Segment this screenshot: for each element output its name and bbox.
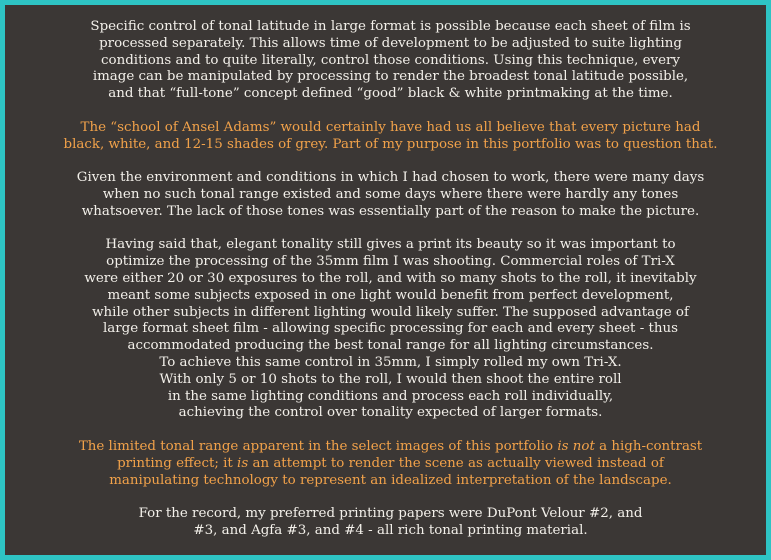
text-line: meant some subjects exposed in one light would benefit from perfect development,: [107, 287, 674, 303]
text-line: manipulating technology to represent an idealized interpretation of the landscape.: [109, 472, 672, 488]
text-line: Having said that, elegant tonality still gives a print its beauty so it was important to: [105, 237, 676, 253]
article-text: [10, 19, 771, 557]
text-line: Given the environment and conditions in which I had chosen to work, there were many days: [76, 170, 705, 186]
text-line: With only 5 or 10 shots to the roll, I would then shoot the entire roll: [159, 371, 622, 387]
text-line: image can be manipulated by processing to render the broadest tonal latitude possible,: [92, 69, 689, 85]
text-line: For the record, my preferred printing papers were DuPont Velour #2, and: [138, 506, 643, 522]
paragraph-ansel-adams: [10, 120, 771, 154]
paragraph-environment: [10, 170, 771, 220]
paragraph-limited-tonal-range: [10, 439, 771, 489]
text-line: The limited tonal range apparent in the select images of this portfolio is not a high-contrast: [78, 438, 703, 454]
text-line: black, white, and 12-15 shades of grey. Part of my purpose in this portfolio was to question that.: [63, 136, 718, 152]
text-line: while other subjects in different lighting would likely suffer. The supposed advantage of: [92, 304, 689, 320]
text-line: accommodated producing the best tonal range for all lighting circumstances.: [127, 338, 654, 354]
text-line: To achieve this same control in 35mm, I simply rolled my own Tri-X.: [159, 354, 622, 370]
paragraph-35mm-processing: [10, 237, 771, 422]
text-line: and that “full-tone” concept defined “good” black & white printmaking at the time.: [108, 86, 673, 102]
text-line: Specific control of tonal latitude in large format is possible because each sheet of film is: [90, 19, 691, 34]
text-line: whatsoever. The lack of those tones was essentially part of the reason to make the picture.: [81, 203, 700, 219]
text-line: were either 20 or 30 exposures to the roll, and with so many shots to the roll, it inevitably: [84, 270, 697, 286]
paragraph-printing-papers: [10, 506, 771, 540]
text-line: when no such tonal range existed and some days where there were hardly any tones: [102, 186, 679, 202]
text-line: The “school of Ansel Adams” would certainly have had us all believe that every picture had: [80, 119, 701, 135]
paragraph-large-format-control: [10, 19, 771, 103]
text-line: conditions and to quite literally, control those conditions. Using this technique, every: [101, 52, 680, 68]
text-line: #3, and Agfa #3, and #4 - all rich tonal printing material.: [193, 522, 588, 538]
text-line: printing effect; it is an attempt to render the scene as actually viewed instead of: [117, 455, 664, 471]
text-line: achieving the control over tonality expected of larger formats.: [178, 405, 603, 421]
text-line: optimize the processing of the 35mm film I was shooting. Commercial roles of Tri-X: [106, 254, 675, 270]
text-line: in the same lighting conditions and process each roll individually,: [167, 388, 614, 404]
text-line: processed separately. This allows time of development to be adjusted to suite lighting: [99, 35, 682, 51]
text-line: large format sheet film - allowing specific processing for each and every sheet - thus: [103, 321, 678, 337]
